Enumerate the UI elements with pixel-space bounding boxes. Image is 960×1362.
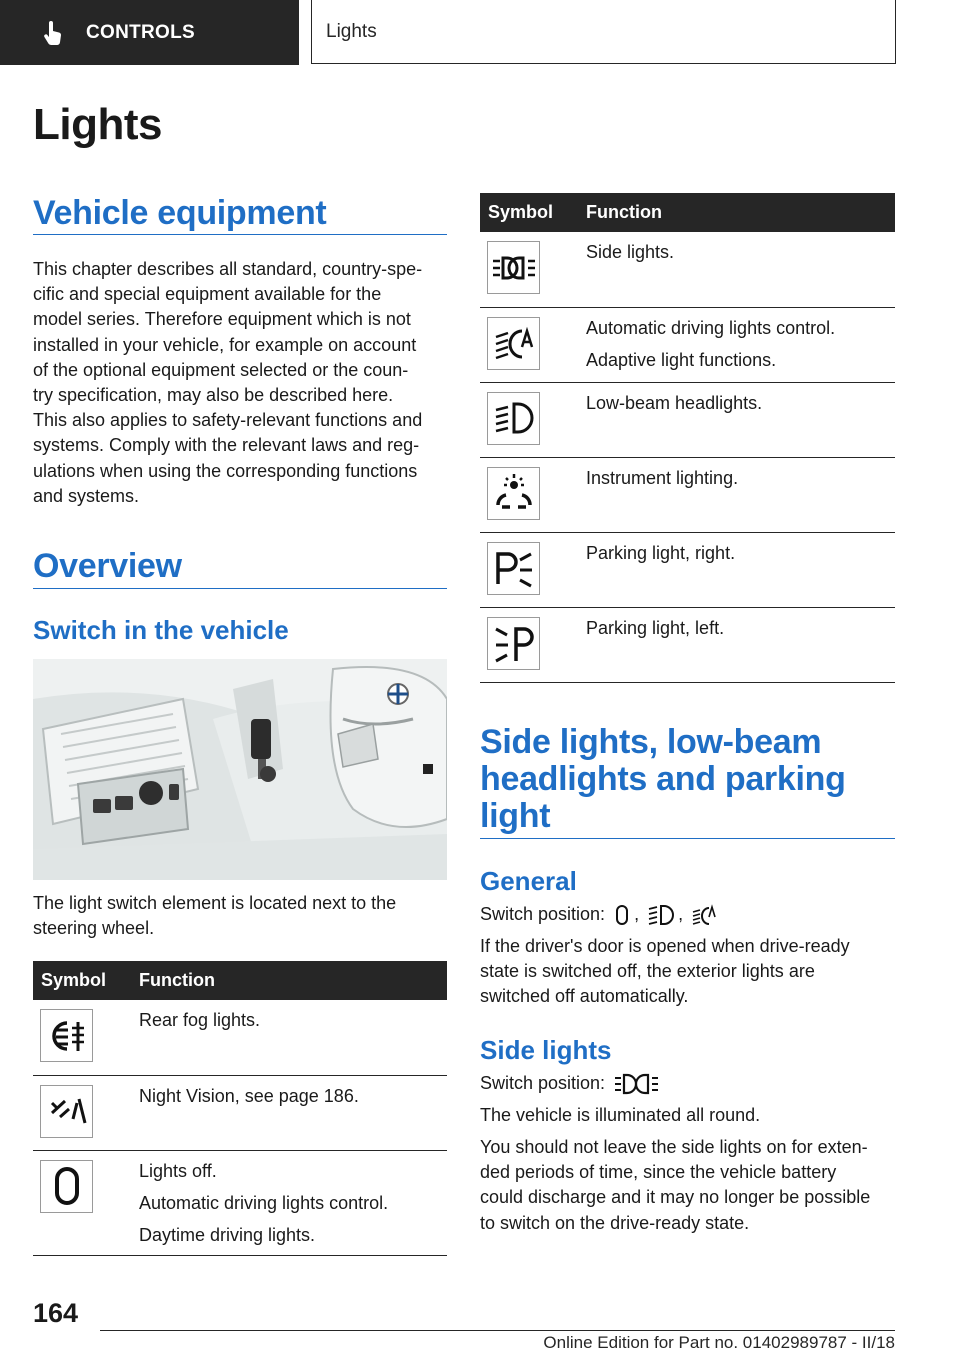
page-link[interactable]: 186 (323, 1085, 354, 1106)
side-lights-icon (614, 1072, 660, 1096)
function-text: Lights off. (139, 1160, 217, 1181)
col-symbol-header: Symbol (33, 961, 131, 1000)
low-beam-icon (648, 903, 674, 927)
general-text (480, 934, 895, 1010)
heading-line: light (480, 797, 551, 835)
low-beam-icon (487, 392, 540, 445)
separator: , (634, 904, 640, 924)
function-text: Adaptive light functions. (586, 349, 777, 370)
section-label: Lights (326, 20, 377, 42)
function-cell (578, 232, 895, 307)
function-text: Instrument lighting. (586, 467, 739, 488)
text-line: The light switch element is located next to the (33, 893, 397, 913)
switch-label: Switch position: (480, 904, 606, 924)
lights-off-icon (40, 1160, 93, 1213)
function-text: Daytime driving lights. (139, 1224, 316, 1245)
side-lights-line1: The vehicle is illuminated all round. (480, 1105, 761, 1125)
text-line: If the driver's door is opened when drive-ready (480, 936, 850, 956)
hand-pointer-icon (40, 20, 66, 46)
chapter-tab[interactable] (0, 0, 299, 65)
separator: , (678, 904, 684, 924)
symbol-cell (480, 382, 578, 457)
text-line: could discharge and it may no longer be possible (480, 1187, 871, 1208)
text-line: state is switched off, the exterior lights are (480, 961, 815, 982)
side-lights-switch-position (480, 1071, 895, 1096)
heading-switch-in-vehicle: Switch in the vehicle (33, 615, 289, 645)
table-row (480, 607, 895, 682)
heading-side-lights-low-beam (480, 724, 895, 835)
text-line: This also applies to safety-relevant functions and (33, 410, 423, 431)
function-text: Side lights. (586, 242, 675, 262)
text-line: and systems. (33, 485, 140, 506)
heading-line: Side lights, low-beam (480, 723, 822, 761)
switch-label: Switch position: (480, 1073, 606, 1093)
function-cell (131, 1150, 447, 1255)
night-vision-icon (40, 1085, 93, 1138)
function-cell (578, 307, 895, 382)
footer-rule (100, 1330, 895, 1331)
symbol-cell (33, 1150, 131, 1255)
parking-light-left-icon (487, 617, 540, 670)
symbol-cell (33, 1075, 131, 1150)
parking-light-right-icon (487, 542, 540, 595)
text-line: ded periods of time, since the vehicle battery (480, 1162, 837, 1183)
function-text (139, 1084, 447, 1109)
function-text: Parking light, right. (586, 542, 736, 563)
text-line: systems. Comply with the relevant laws and reg‐ (33, 435, 420, 456)
text-line: installed in your vehicle, for example on account (33, 334, 417, 355)
table-row (480, 307, 895, 382)
heading-rule (33, 588, 447, 589)
rear-fog-lights-icon (40, 1009, 93, 1062)
function-text: Automatic driving lights control. (586, 317, 836, 338)
instrument-lighting-icon (487, 467, 540, 520)
automatic-lights-icon (487, 317, 540, 370)
page-title: Lights (33, 100, 162, 149)
symbol-table-right (480, 193, 895, 683)
text-line: cific and special equipment available for the (33, 284, 382, 305)
table-row (33, 1150, 447, 1255)
function-cell (578, 382, 895, 457)
function-text-part: . (353, 1085, 359, 1106)
text-line: to switch on the drive-ready state. (480, 1212, 750, 1233)
side-lights-text (480, 1135, 900, 1236)
text-line: model series. Therefore equipment which is not (33, 309, 411, 330)
function-text: Parking light, left. (586, 617, 725, 638)
function-cell (578, 457, 895, 532)
page-number: 164 (33, 1298, 79, 1328)
text-line: You should not leave the side lights on for exten‐ (480, 1137, 868, 1157)
table-row (480, 457, 895, 532)
function-text: Automatic driving lights control. (139, 1192, 389, 1213)
function-text: Rear fog lights. (139, 1010, 261, 1030)
symbol-cell (480, 532, 578, 607)
function-cell (578, 532, 895, 607)
vehicle-equipment-text (33, 257, 453, 509)
text-line: This chapter describes all standard, country-spe‐ (33, 259, 423, 279)
symbol-cell (480, 307, 578, 382)
table-row (480, 532, 895, 607)
lights-off-icon (614, 904, 630, 926)
symbol-cell (480, 457, 578, 532)
table-row (480, 232, 895, 307)
dashboard-illustration (33, 659, 447, 880)
col-function-header: Function (578, 193, 895, 232)
function-text: Low-beam headlights. (586, 392, 763, 413)
col-function-header: Function (131, 961, 447, 1000)
table-row (33, 1075, 447, 1150)
heading-general: General (480, 866, 577, 896)
light-switch-photo (33, 659, 447, 880)
general-switch-position (480, 902, 895, 927)
switch-caption (33, 891, 447, 941)
heading-rule (480, 838, 895, 839)
heading-line: headlights and parking (480, 760, 846, 798)
section-header (311, 0, 896, 64)
heading-side-lights: Side lights (480, 1035, 612, 1065)
text-line: switched off automatically. (480, 986, 689, 1007)
table-row (33, 1000, 447, 1075)
chapter-label: CONTROLS (86, 21, 196, 43)
text-line: of the optional equipment selected or the coun‐ (33, 359, 409, 380)
function-cell (131, 1000, 447, 1075)
symbol-cell (480, 232, 578, 307)
heading-overview: Overview (33, 547, 182, 585)
table-row (480, 382, 895, 457)
text-line: steering wheel. (33, 918, 155, 939)
text-line: ulations when using the corresponding functions (33, 460, 418, 481)
text-line: try specification, may also be described here. (33, 385, 394, 406)
symbol-cell (33, 1000, 131, 1075)
side-lights-icon (487, 241, 540, 294)
col-symbol-header: Symbol (480, 193, 578, 232)
symbol-table-left (33, 961, 447, 1256)
automatic-lights-icon (692, 903, 718, 927)
edition-text: Online Edition for Part no. 01402989787 - II/18 (543, 1333, 895, 1352)
symbol-cell (480, 607, 578, 682)
function-cell (131, 1075, 447, 1150)
function-text-part: Night Vision, see page (139, 1085, 324, 1106)
heading-rule (33, 234, 447, 235)
heading-vehicle-equipment: Vehicle equipment (33, 194, 327, 232)
function-cell (578, 607, 895, 682)
